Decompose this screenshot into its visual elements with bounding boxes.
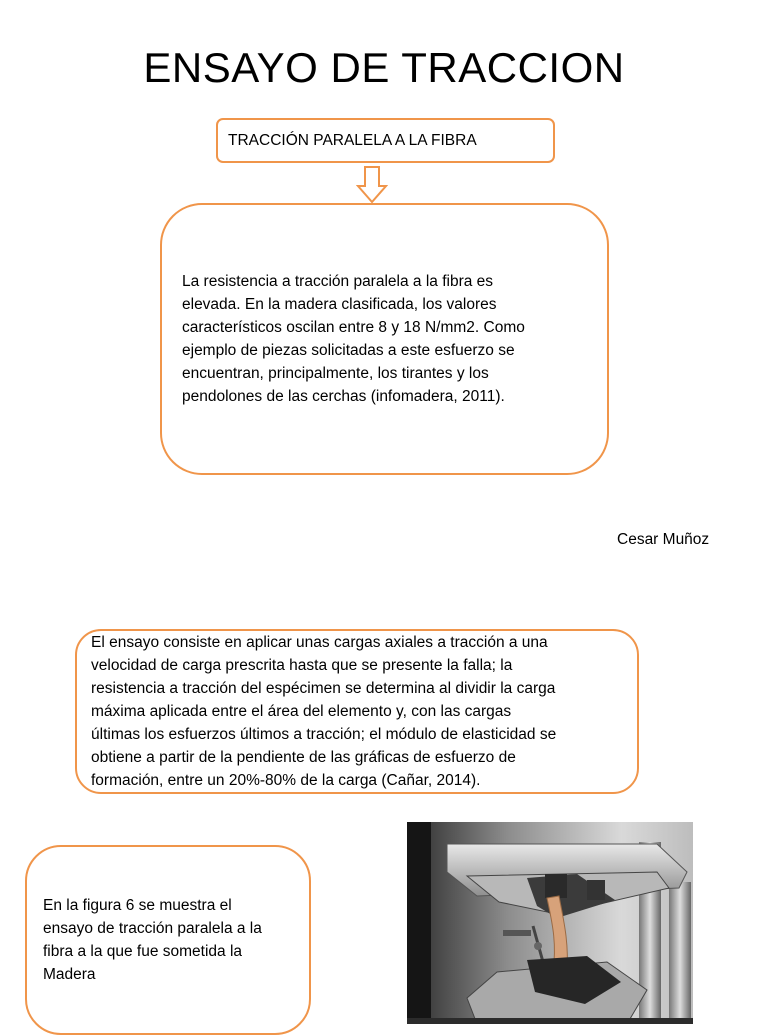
caption-line: En la figura 6 se muestra el (43, 897, 232, 914)
tensile-test-machine-photo (407, 822, 693, 1024)
method-line: resistencia a tracción del espécimen se determina al dividir la carga (91, 680, 556, 697)
page-title: ENSAYO DE TRACCION (143, 44, 625, 91)
section-header-text: TRACCIÓN PARALELA A LA FIBRA (228, 131, 477, 149)
caption-line: fibra a la que fue sometida la (43, 943, 243, 960)
method-line: formación, entre un 20%-80% de la carga (Cañar, 2014). (91, 772, 481, 789)
description-line: La resistencia a tracción paralela a la fibra es (182, 273, 494, 290)
description-line: ejemplo de piezas solicitadas a este esfuerzo se (182, 342, 515, 359)
description-line: encuentran, principalmente, los tirantes y los (182, 365, 489, 382)
method-line: velocidad de carga prescrita hasta que se presente la falla; la (91, 657, 513, 674)
description-line: pendolones de las cerchas (infomadera, 2011). (182, 388, 505, 405)
caption-line: Madera (43, 966, 96, 983)
author-name: Cesar Muñoz (617, 531, 710, 548)
figure-caption-text (43, 894, 262, 986)
description-line: elevada. En la madera clasificada, los valores (182, 296, 497, 313)
section-header-box (216, 118, 555, 163)
arrow-down-icon (356, 166, 388, 204)
description-line: característicos oscilan entre 8 y 18 N/mm2. Como (182, 319, 525, 336)
method-line: El ensayo consiste en aplicar unas cargas axiales a tracción a una (91, 634, 548, 651)
description-text (182, 270, 525, 408)
method-line: obtiene a partir de la pendiente de las gráficas de esfuerzo de (91, 749, 516, 766)
method-line: últimas los esfuerzos últimos a tracción; el módulo de elasticidad se (91, 726, 557, 743)
figure-caption-box (25, 845, 311, 1035)
method-text (91, 631, 556, 792)
method-box (75, 629, 639, 794)
method-line: máxima aplicada entre el área del elemento y, con las cargas (91, 703, 512, 720)
caption-line: ensayo de tracción paralela a la (43, 920, 262, 937)
description-box (160, 203, 609, 475)
